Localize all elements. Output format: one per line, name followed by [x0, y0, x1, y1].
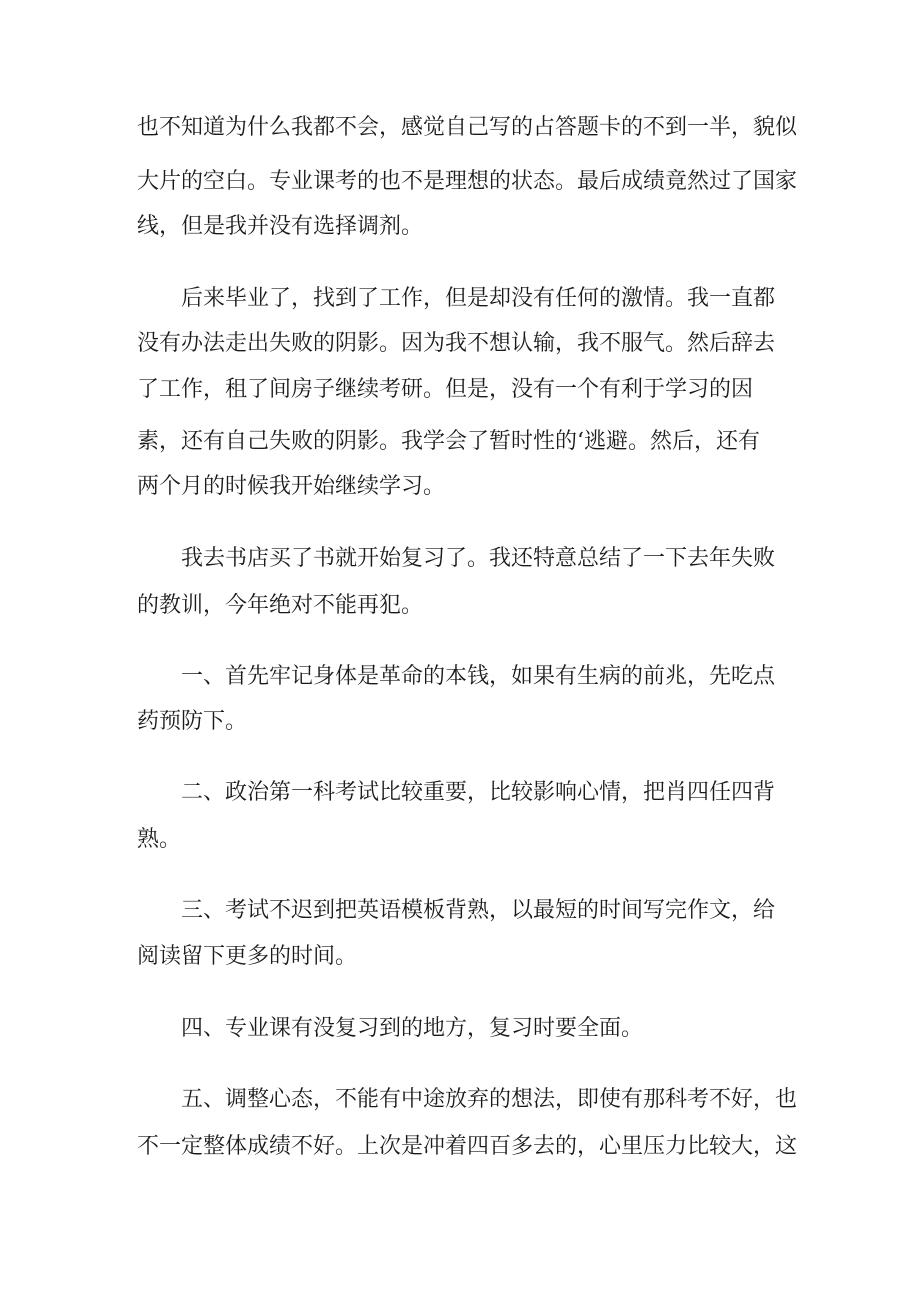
paragraph-3-line-2: 的教训，今年绝对不能再犯。: [137, 593, 424, 618]
paragraph-4-line-2: 药预防下。: [137, 709, 248, 734]
paragraph-2-line-5: 两个月的时候我开始继续学习。: [137, 474, 446, 499]
paragraph-2-line-2: 没有办法走出失败的阴影。因为我不想认输，我不服气。然后辞去: [137, 331, 776, 356]
paragraph-5-line-1: 二、政治第一科考试比较重要，比较影响心情，把肖四任四背: [181, 780, 776, 805]
paragraph-5-line-2: 熟。: [137, 827, 182, 852]
paragraph-4-line-1: 一、首先牢记身体是革命的本钱，如果有生病的前兆，先吃点: [181, 664, 776, 689]
paragraph-2-line-4: 素，还有自己失败的阴影。我学会了暂时性的‘逃避。然后，还有: [137, 429, 760, 454]
paragraph-2-line-1: 后来毕业了，找到了工作，但是却没有任何的激情。我一直都: [181, 286, 776, 311]
paragraph-1-line-2: 大片的空白。专业课考的也不是理想的状态。最后成绩竟然过了国家: [137, 169, 798, 194]
paragraph-8-line-1: 五、调整心态，不能有中途放弃的想法，即使有那科考不好，也: [181, 1087, 798, 1112]
paragraph-8-line-2: 不一定整体成绩不好。上次是冲着四百多去的，心里压力比较大，这: [137, 1134, 798, 1159]
paragraph-6-line-2: 阅读留下更多的时间。: [137, 944, 358, 969]
paragraph-1-line-3: 线，但是我并没有选择调剂。: [137, 214, 424, 239]
paragraph-7-line-1: 四、专业课有没复习到的地方，复习时要全面。: [181, 1016, 644, 1041]
paragraph-6-line-1: 三、考试不迟到把英语模板背熟，以最短的时间写完作文，给: [181, 898, 776, 923]
paragraph-3-line-1: 我去书店买了书就开始复习了。我还特意总结了一下去年失败: [181, 546, 776, 571]
paragraph-1-line-1: 也不知道为什么我都不会，感觉自己写的占答题卡的不到一半，貌似: [137, 115, 798, 140]
paragraph-2-line-3: 了工作，租了间房子继续考研。但是，没有一个有利于学习的因: [137, 377, 754, 402]
